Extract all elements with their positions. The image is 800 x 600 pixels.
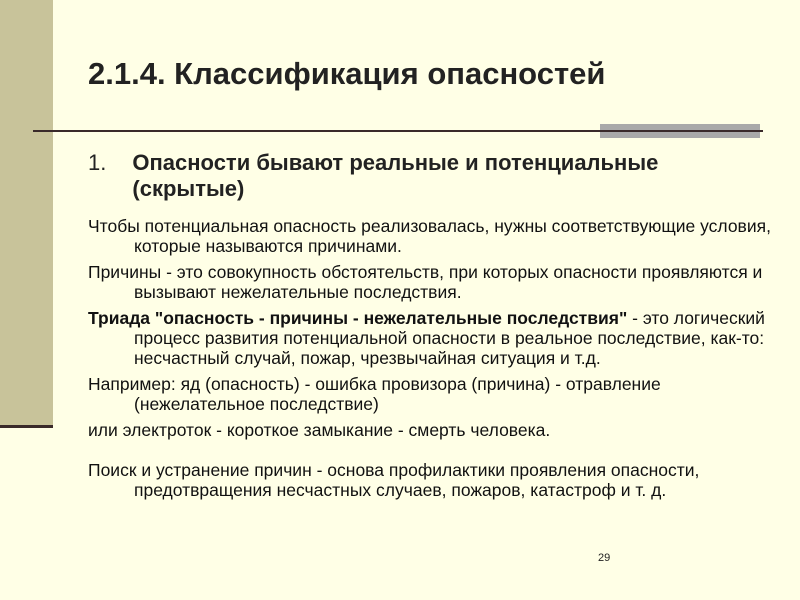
paragraph-example-electric: или электроток - короткое замыкание - смерть человека. <box>88 420 551 440</box>
paragraph-causes: Причины - это совокупность обстоятельств, при которых опасности проявляются и вызывают нежелательные последствия. <box>88 262 763 302</box>
slide-body <box>88 216 778 506</box>
left-decorative-band <box>0 0 53 427</box>
subtitle <box>88 150 728 202</box>
triad-rest-text: - это логический процесс развития потенциальной опасности в реальное последствие, как-то: несчастный случай, пожар, чрезвычайная ситуация и т.д. <box>134 308 765 368</box>
left-band-underline <box>0 425 53 428</box>
page-number: 29 <box>598 552 611 564</box>
title-divider <box>33 130 763 132</box>
subtitle-text: Опасности бывают реальные и потенциальные (скрытые) <box>132 150 659 201</box>
paragraph-conditions: Чтобы потенциальная опасность реализовалась, нужны соответствующие условия, которые называются причинами. <box>88 216 771 256</box>
subtitle-number: 1. <box>88 150 107 175</box>
paragraph-prevention: Поиск и устранение причин - основа профилактики проявления опасности, предотвращения несчастных случаев, пожаров, катастроф и т. д. <box>88 460 700 500</box>
slide-title: 2.1.4. Классификация опасностей <box>88 56 606 91</box>
paragraph-triad <box>88 308 778 368</box>
triad-bold-text: Триада "опасность - причины - нежелательные последствия" <box>88 308 628 328</box>
paragraph-example: Например: яд (опасность) - ошибка провизора (причина) - отравление (нежелательное последствие) <box>88 374 661 414</box>
